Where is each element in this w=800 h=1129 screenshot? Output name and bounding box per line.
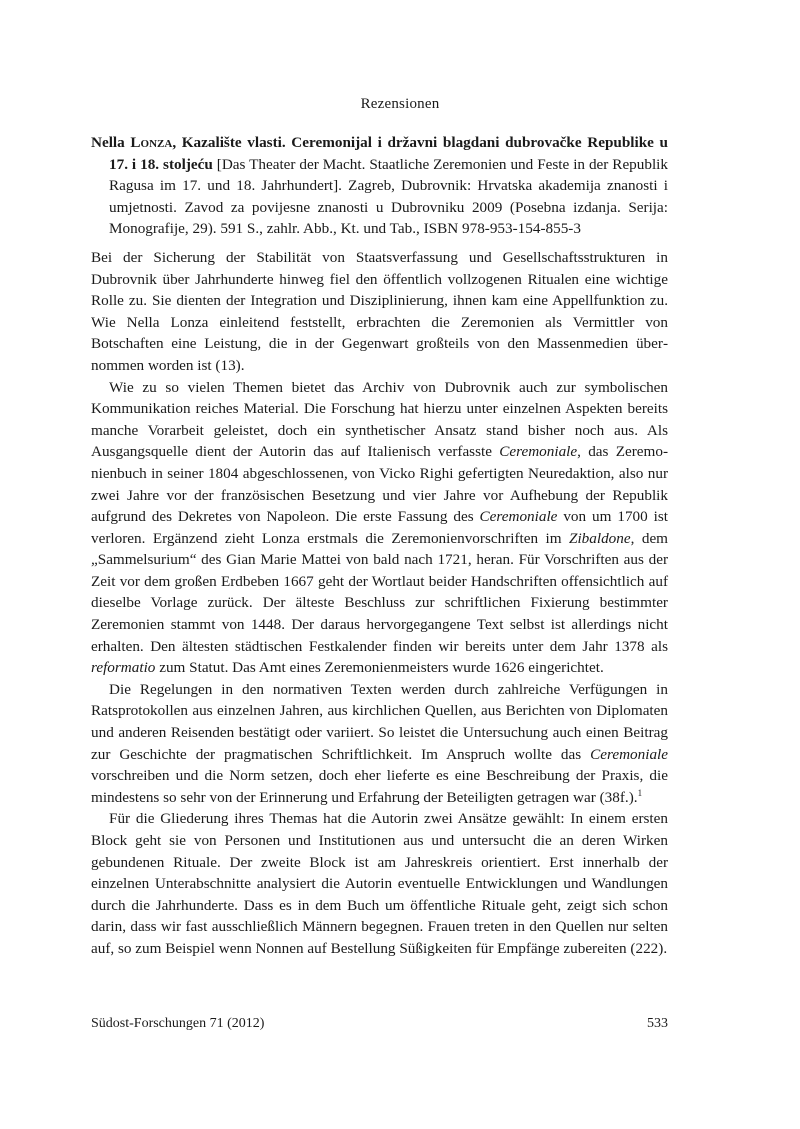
paragraph-2-text: , das Zeremonienbuch in seiner 1804 abgeschlossenen, von Vicko Righi gefertigten Neuredaktion, also nur zwei Jahre vor der französischen Besetzung und vier Jahre vor Aufhebung der Republik aufgrund des Dekretes von Napoleon. Die erste Fassung des <box>91 443 668 526</box>
citation-author-first: Nella <box>91 134 131 151</box>
citation-author-last: Lonza <box>130 134 173 151</box>
citation-details: [Das Theater der Macht. Staatliche Zeremonien und Feste in der Republik Ragusa im 17. und 18. Jahrhundert]. Zagreb, Dubrovnik: Hrvatska akademija znanosti i umjetnosti. Zavod za povijesne znanosti u Dubrovniku 2009 (Posebna izdanja. Serija: Monografije, 29). 591 S., zahlr. Abb., Kt. und Tab., ISBN 978-953-154-855-3 <box>109 155 668 238</box>
paragraph-2 <box>91 377 668 679</box>
paragraph-2-italic: reformatio <box>91 659 156 677</box>
footnote-marker[interactable]: 1 <box>637 787 643 798</box>
paragraph-2-text: zum Statut. Das Amt eines Zeremonienmeisters wurde 1626 eingerichtet. <box>155 659 604 677</box>
running-head: Rezensionen <box>360 96 440 112</box>
paragraph-3-text: Die Regelungen in den normativen Texten werden durch zahlreiche Verfügungen in Ratsprotokollen aus einzelnen Jahren, aus kirchlichen Quellen, aus Berichten von Diplomaten und anderen Reisenden bestätigt oder variiert. So leistet die Untersuchung auch einen Beitrag zur Geschichte der pragmatischen Schriftlichkeit. Im Anspruch wollte das <box>91 680 668 763</box>
page-number: 533 <box>647 1016 668 1031</box>
paragraph-3 <box>91 679 668 809</box>
citation-title: , Kazalište vlasti. Ceremonijal i državni blagdani dubrovačke Republike u 17. i 18. stoljeću <box>109 134 668 173</box>
paragraph-2-italic: Ceremoniale <box>479 508 558 526</box>
paragraph-2-text: von um 1700 ist verloren. Ergänzend zieht Lonza erstmals die Zeremonienvorschriften im <box>91 508 668 547</box>
paragraph-2-text: , dem „Sammelsurium“ des Gian Marie Mattei von bald nach 1721, heran. Für Vorschriften aus der Zeit vor dem großen Erdbeben 1667 geht der Wortlaut beider Handschriften offensichtlich auf dieselbe Vorlage zurück. Der älteste Beschluss zur schriftlichen Fixierung bestimmter Zeremonien stammt von 1448. Der daraus hervorgegangene Text selbst ist allerdings nicht erhalten. Den ältesten städtischen Festkalender finden wir bereits unter dem Jahr 1378 als <box>91 529 668 655</box>
page-footer <box>91 1016 668 1032</box>
paragraph-3-italic: Ceremoniale <box>590 745 668 763</box>
paragraph-1: Bei der Sicherung der Stabilität von Staatsverfassung und Gesellschaftsstrukturen in Dubrovnik über Jahrhunderte hinweg fiel den öffentlich vollzogenen Ritualen eine wichtige Rolle zu. Sie dienten der Integration und Disziplinierung, ihnen kam eine Appellfunktion zu. Wie Nella Lonza einleitend feststellt, erbrachten die Zeremonien als Vermittler von Botschaften eine Leistung, die in der Gegenwart großteils von den Massenmedien übernommen worden ist (13). <box>91 248 668 374</box>
journal-citation: Südost-Forschungen 71 (2012) <box>91 1016 265 1031</box>
bibliographic-citation <box>91 132 668 240</box>
paragraph-2-text: Wie zu so vielen Themen bietet das Archiv von Dubrovnik auch zur symbolischen Kommunikation reiches Material. Die Forschung hat hierzu unter einzelnen Aspekten bereits manche Vorarbeit geleistet, doch ein synthetischer Ansatz stand bisher noch aus. Als Ausgangsquelle dient der Autorin das auf Italienisch verfasste <box>91 378 668 461</box>
paragraph-4: Für die Gliederung ihres Themas hat die Autorin zwei Ansätze gewählt: In einem ersten Block geht sie von Personen und Institutionen aus und untersucht die an deren Wirken gebundenen Rituale. Der zweite Block ist am Jahreskreis orientiert. Erst innerhalb der einzelnen Unterabschnitte analysiert die Autorin eventuelle Entwicklungen und Wandlungen durch die Jahrhunderte. Dass es in dem Buch um öffentliche Rituale geht, zeigt sich schon darin, dass wir fast ausschließlich Männern begegnen. Frauen treten in den Quellen nur selten auf, so zum Beispiel wenn Nonnen auf Bestellung Süßigkeiten für Empfänge zubereiten (222). <box>91 810 668 957</box>
paragraph-2-italic: Zibaldone <box>569 529 631 547</box>
paragraph-2-italic: Ceremoniale <box>499 443 578 461</box>
review-body <box>91 132 668 960</box>
paragraph-3-text: vorschreiben und die Norm setzen, doch eher lieferte es eine Beschreibung der Praxis, die mindestens so sehr von der Erinnerung und Erfahrung der Beteiligten getragen war (38f.). <box>91 767 668 806</box>
